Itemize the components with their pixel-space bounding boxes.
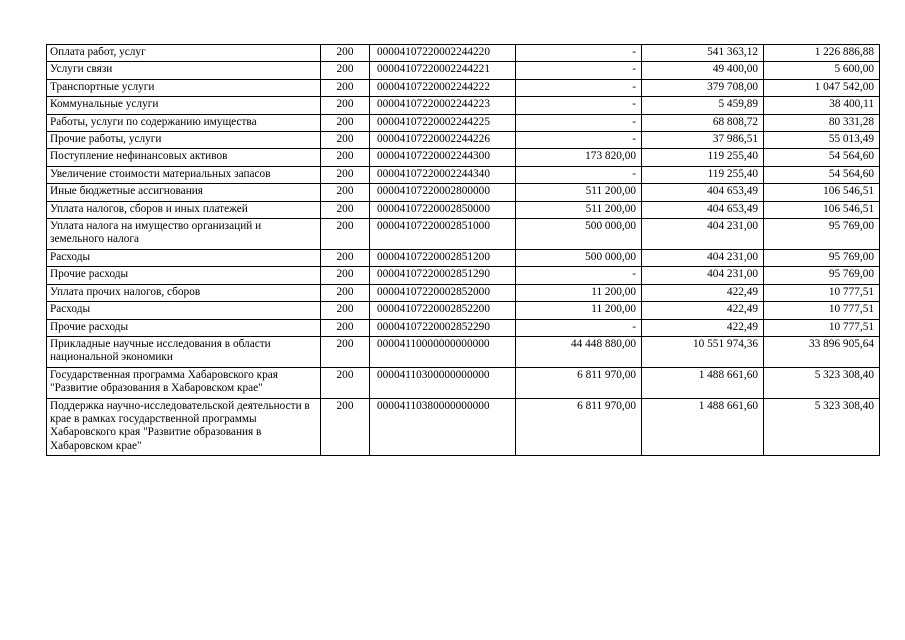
table-row [47,62,880,79]
row-classification-code-cell: 00004110300000000000 [370,367,516,398]
row-unexecuted-amount-cell: 10 777,51 [764,284,880,301]
row-classification-code-cell: 00004107220002851000 [370,219,516,250]
budget-execution-table [46,44,880,456]
table-row [47,319,880,336]
row-unexecuted-amount-cell: 1 226 886,88 [764,45,880,62]
table-row [47,166,880,183]
row-approved-amount-cell: 11 200,00 [516,302,642,319]
row-executed-amount-cell: 119 255,40 [642,149,764,166]
row-classification-code-cell: 00004107220002244225 [370,114,516,131]
row-name-cell: Поступление нефинансовых активов [47,149,321,166]
row-executed-amount-cell: 1 488 661,60 [642,398,764,456]
row-name-cell: Уплата прочих налогов, сборов [47,284,321,301]
row-unexecuted-amount-cell: 54 564,60 [764,166,880,183]
row-classification-code-cell: 00004107220002851200 [370,249,516,266]
row-unexecuted-amount-cell: 55 013,49 [764,132,880,149]
row-line-code-cell: 200 [321,166,370,183]
row-unexecuted-amount-cell: 33 896 905,64 [764,336,880,367]
row-classification-code-cell: 00004107220002244340 [370,166,516,183]
row-name-cell: Увеличение стоимости материальных запасов [47,166,321,183]
row-approved-amount-cell: 44 448 880,00 [516,336,642,367]
row-name-cell: Прикладные научные исследования в области национальной экономики [47,336,321,367]
row-approved-amount-cell: - [516,166,642,183]
row-executed-amount-cell: 422,49 [642,319,764,336]
row-classification-code-cell: 00004107220002800000 [370,184,516,201]
row-unexecuted-amount-cell: 80 331,28 [764,114,880,131]
row-approved-amount-cell: - [516,267,642,284]
row-executed-amount-cell: 37 986,51 [642,132,764,149]
row-classification-code-cell: 00004107220002244300 [370,149,516,166]
row-unexecuted-amount-cell: 95 769,00 [764,249,880,266]
table-row [47,267,880,284]
row-approved-amount-cell: - [516,114,642,131]
row-name-cell: Расходы [47,249,321,266]
row-classification-code-cell: 00004107220002244221 [370,62,516,79]
table-row [47,45,880,62]
row-classification-code-cell: 00004107220002244223 [370,97,516,114]
row-executed-amount-cell: 404 653,49 [642,201,764,218]
table-row [47,284,880,301]
row-line-code-cell: 200 [321,184,370,201]
row-line-code-cell: 200 [321,201,370,218]
row-executed-amount-cell: 404 231,00 [642,267,764,284]
row-executed-amount-cell: 68 808,72 [642,114,764,131]
row-executed-amount-cell: 404 231,00 [642,249,764,266]
row-unexecuted-amount-cell: 5 600,00 [764,62,880,79]
row-name-cell: Уплата налогов, сборов и иных платежей [47,201,321,218]
row-line-code-cell: 200 [321,62,370,79]
row-approved-amount-cell: - [516,97,642,114]
row-approved-amount-cell: - [516,79,642,96]
row-executed-amount-cell: 49 400,00 [642,62,764,79]
row-unexecuted-amount-cell: 106 546,51 [764,184,880,201]
row-line-code-cell: 200 [321,367,370,398]
row-approved-amount-cell: - [516,132,642,149]
row-executed-amount-cell: 541 363,12 [642,45,764,62]
row-name-cell: Иные бюджетные ассигнования [47,184,321,201]
row-executed-amount-cell: 1 488 661,60 [642,367,764,398]
row-line-code-cell: 200 [321,336,370,367]
row-classification-code-cell: 00004107220002244222 [370,79,516,96]
row-line-code-cell: 200 [321,132,370,149]
row-line-code-cell: 200 [321,114,370,131]
table-row [47,132,880,149]
row-name-cell: Коммунальные услуги [47,97,321,114]
row-name-cell: Уплата налога на имущество организаций и земельного налога [47,219,321,250]
row-name-cell: Прочие работы, услуги [47,132,321,149]
row-line-code-cell: 200 [321,97,370,114]
table-row [47,302,880,319]
row-name-cell: Оплата работ, услуг [47,45,321,62]
row-name-cell: Государственная программа Хабаровского края "Развитие образования в Хабаровском крае" [47,367,321,398]
table-row [47,79,880,96]
row-unexecuted-amount-cell: 10 777,51 [764,319,880,336]
row-line-code-cell: 200 [321,79,370,96]
row-unexecuted-amount-cell: 95 769,00 [764,267,880,284]
row-name-cell: Расходы [47,302,321,319]
table-row [47,184,880,201]
row-name-cell: Работы, услуги по содержанию имущества [47,114,321,131]
row-executed-amount-cell: 119 255,40 [642,166,764,183]
row-line-code-cell: 200 [321,267,370,284]
row-approved-amount-cell: 511 200,00 [516,201,642,218]
row-line-code-cell: 200 [321,219,370,250]
table-row [47,201,880,218]
row-executed-amount-cell: 5 459,89 [642,97,764,114]
table-row [47,219,880,250]
row-unexecuted-amount-cell: 95 769,00 [764,219,880,250]
row-approved-amount-cell: 500 000,00 [516,249,642,266]
table-row [47,149,880,166]
row-classification-code-cell: 00004107220002852000 [370,284,516,301]
row-classification-code-cell: 00004110380000000000 [370,398,516,456]
table-row [47,367,880,398]
row-approved-amount-cell: - [516,319,642,336]
row-line-code-cell: 200 [321,149,370,166]
row-classification-code-cell: 00004107220002244220 [370,45,516,62]
row-approved-amount-cell: - [516,45,642,62]
row-approved-amount-cell: 6 811 970,00 [516,367,642,398]
row-name-cell: Прочие расходы [47,267,321,284]
row-line-code-cell: 200 [321,398,370,456]
row-unexecuted-amount-cell: 106 546,51 [764,201,880,218]
row-executed-amount-cell: 10 551 974,36 [642,336,764,367]
row-executed-amount-cell: 404 231,00 [642,219,764,250]
row-classification-code-cell: 00004107220002850000 [370,201,516,218]
row-classification-code-cell: 00004107220002852290 [370,319,516,336]
row-executed-amount-cell: 422,49 [642,284,764,301]
row-name-cell: Поддержка научно-исследовательской деятельности в крае в рамках государственной программы Хабаровского края "Развитие образования в Хабаровском крае" [47,398,321,456]
row-unexecuted-amount-cell: 38 400,11 [764,97,880,114]
row-executed-amount-cell: 422,49 [642,302,764,319]
table-row [47,249,880,266]
row-approved-amount-cell: 11 200,00 [516,284,642,301]
table-row [47,398,880,456]
row-line-code-cell: 200 [321,284,370,301]
row-line-code-cell: 200 [321,45,370,62]
row-line-code-cell: 200 [321,302,370,319]
row-approved-amount-cell: 6 811 970,00 [516,398,642,456]
row-approved-amount-cell: 500 000,00 [516,219,642,250]
row-approved-amount-cell: - [516,62,642,79]
row-classification-code-cell: 00004110000000000000 [370,336,516,367]
row-name-cell: Прочие расходы [47,319,321,336]
table-row [47,114,880,131]
row-unexecuted-amount-cell: 54 564,60 [764,149,880,166]
row-line-code-cell: 200 [321,249,370,266]
table-body [47,45,880,456]
row-approved-amount-cell: 173 820,00 [516,149,642,166]
table-row [47,97,880,114]
row-unexecuted-amount-cell: 5 323 308,40 [764,367,880,398]
row-unexecuted-amount-cell: 5 323 308,40 [764,398,880,456]
row-name-cell: Транспортные услуги [47,79,321,96]
row-classification-code-cell: 00004107220002851290 [370,267,516,284]
row-unexecuted-amount-cell: 10 777,51 [764,302,880,319]
row-classification-code-cell: 00004107220002244226 [370,132,516,149]
table-row [47,336,880,367]
row-line-code-cell: 200 [321,319,370,336]
row-classification-code-cell: 00004107220002852200 [370,302,516,319]
row-approved-amount-cell: 511 200,00 [516,184,642,201]
row-executed-amount-cell: 404 653,49 [642,184,764,201]
row-unexecuted-amount-cell: 1 047 542,00 [764,79,880,96]
row-executed-amount-cell: 379 708,00 [642,79,764,96]
row-name-cell: Услуги связи [47,62,321,79]
